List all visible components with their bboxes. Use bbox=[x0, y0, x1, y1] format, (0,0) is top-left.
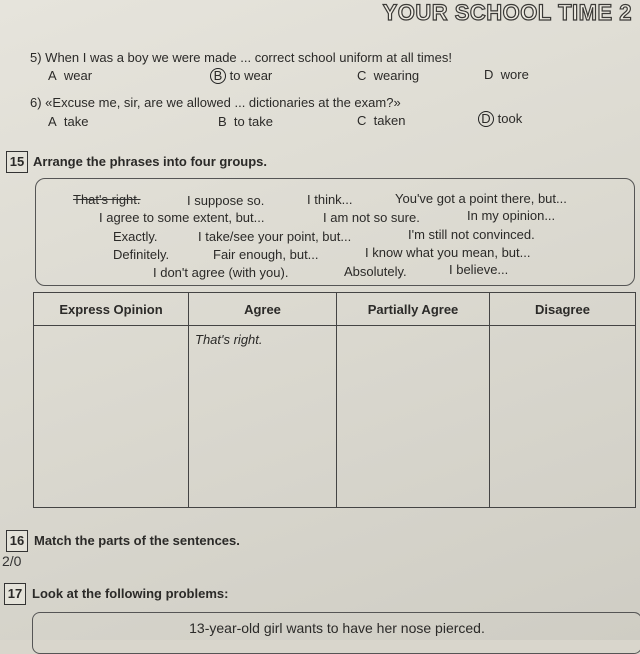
phrase-item: That's right. bbox=[73, 192, 141, 207]
page-header bbox=[332, 0, 640, 30]
phrase-item: I take/see your point, but... bbox=[198, 229, 352, 244]
header-agree: Agree bbox=[189, 293, 337, 326]
problem-box bbox=[32, 612, 640, 654]
phrase-item: I believe... bbox=[449, 262, 509, 277]
task-16-title: Match the parts of the sentences. bbox=[34, 533, 240, 548]
q6-option-d[interactable]: D took bbox=[478, 111, 522, 127]
phrase-item: Fair enough, but... bbox=[213, 247, 319, 262]
agree-entry: That's right. bbox=[195, 332, 263, 347]
q6-option-c[interactable]: C taken bbox=[357, 113, 406, 128]
task-15-title: Arrange the phrases into four groups. bbox=[33, 154, 268, 169]
phrase-item: I know what you mean, but... bbox=[365, 245, 531, 260]
phrase-item: I think... bbox=[307, 192, 353, 207]
cell-agree[interactable] bbox=[189, 326, 337, 508]
cell-disagree[interactable] bbox=[490, 326, 636, 508]
q5-option-d[interactable]: D wore bbox=[484, 67, 529, 82]
phrase-item: Exactly. bbox=[113, 229, 158, 244]
phrase-item: I'm still not convinced. bbox=[408, 227, 535, 242]
q6-option-b[interactable]: B to take bbox=[218, 114, 273, 129]
header-page-number: 2 bbox=[619, 0, 632, 25]
q5-option-b[interactable]: B to wear bbox=[210, 68, 272, 84]
phrase-item: Definitely. bbox=[113, 247, 170, 262]
phrase-item: Absolutely. bbox=[344, 264, 407, 279]
q6-option-a[interactable]: A take bbox=[48, 114, 89, 129]
task-17-number: 17 bbox=[4, 583, 26, 605]
phrase-item: You've got a point there, but... bbox=[395, 191, 567, 206]
header-title: YOUR SCHOOL TIME bbox=[382, 0, 613, 25]
phrase-item: I agree to some extent, but... bbox=[99, 210, 265, 225]
task-15-number: 15 bbox=[6, 151, 28, 173]
handwritten-scribble: 2/0 bbox=[2, 553, 22, 569]
header-partially-agree: Partially Agree bbox=[337, 293, 490, 326]
q5-option-c[interactable]: C wearing bbox=[357, 68, 420, 83]
header-disagree: Disagree bbox=[490, 293, 636, 326]
grouping-table bbox=[33, 292, 636, 508]
problem-text: 13-year-old girl wants to have her nose pierced. bbox=[189, 620, 485, 636]
phrase-item: I don't agree (with you). bbox=[153, 265, 289, 280]
task-16-number: 16 bbox=[6, 530, 28, 552]
phrase-item: In my opinion... bbox=[467, 208, 556, 223]
cell-express-opinion[interactable] bbox=[34, 326, 189, 508]
question-5-text: 5) When I was a boy we were made ... correct school uniform at all times! bbox=[30, 50, 452, 65]
header-express-opinion: Express Opinion bbox=[34, 293, 189, 326]
phrase-item: I am not so sure. bbox=[323, 210, 420, 225]
task-17-title: Look at the following problems: bbox=[32, 586, 229, 601]
q5-option-b-circled: B bbox=[210, 68, 226, 84]
question-6-text: 6) «Excuse me, sir, are we allowed ... dictionaries at the exam?» bbox=[30, 95, 401, 110]
cell-partially-agree[interactable] bbox=[337, 326, 490, 508]
q5-option-a[interactable]: A wear bbox=[48, 68, 93, 83]
q6-option-d-circled: D bbox=[478, 111, 494, 127]
phrase-item: I suppose so. bbox=[187, 193, 265, 208]
